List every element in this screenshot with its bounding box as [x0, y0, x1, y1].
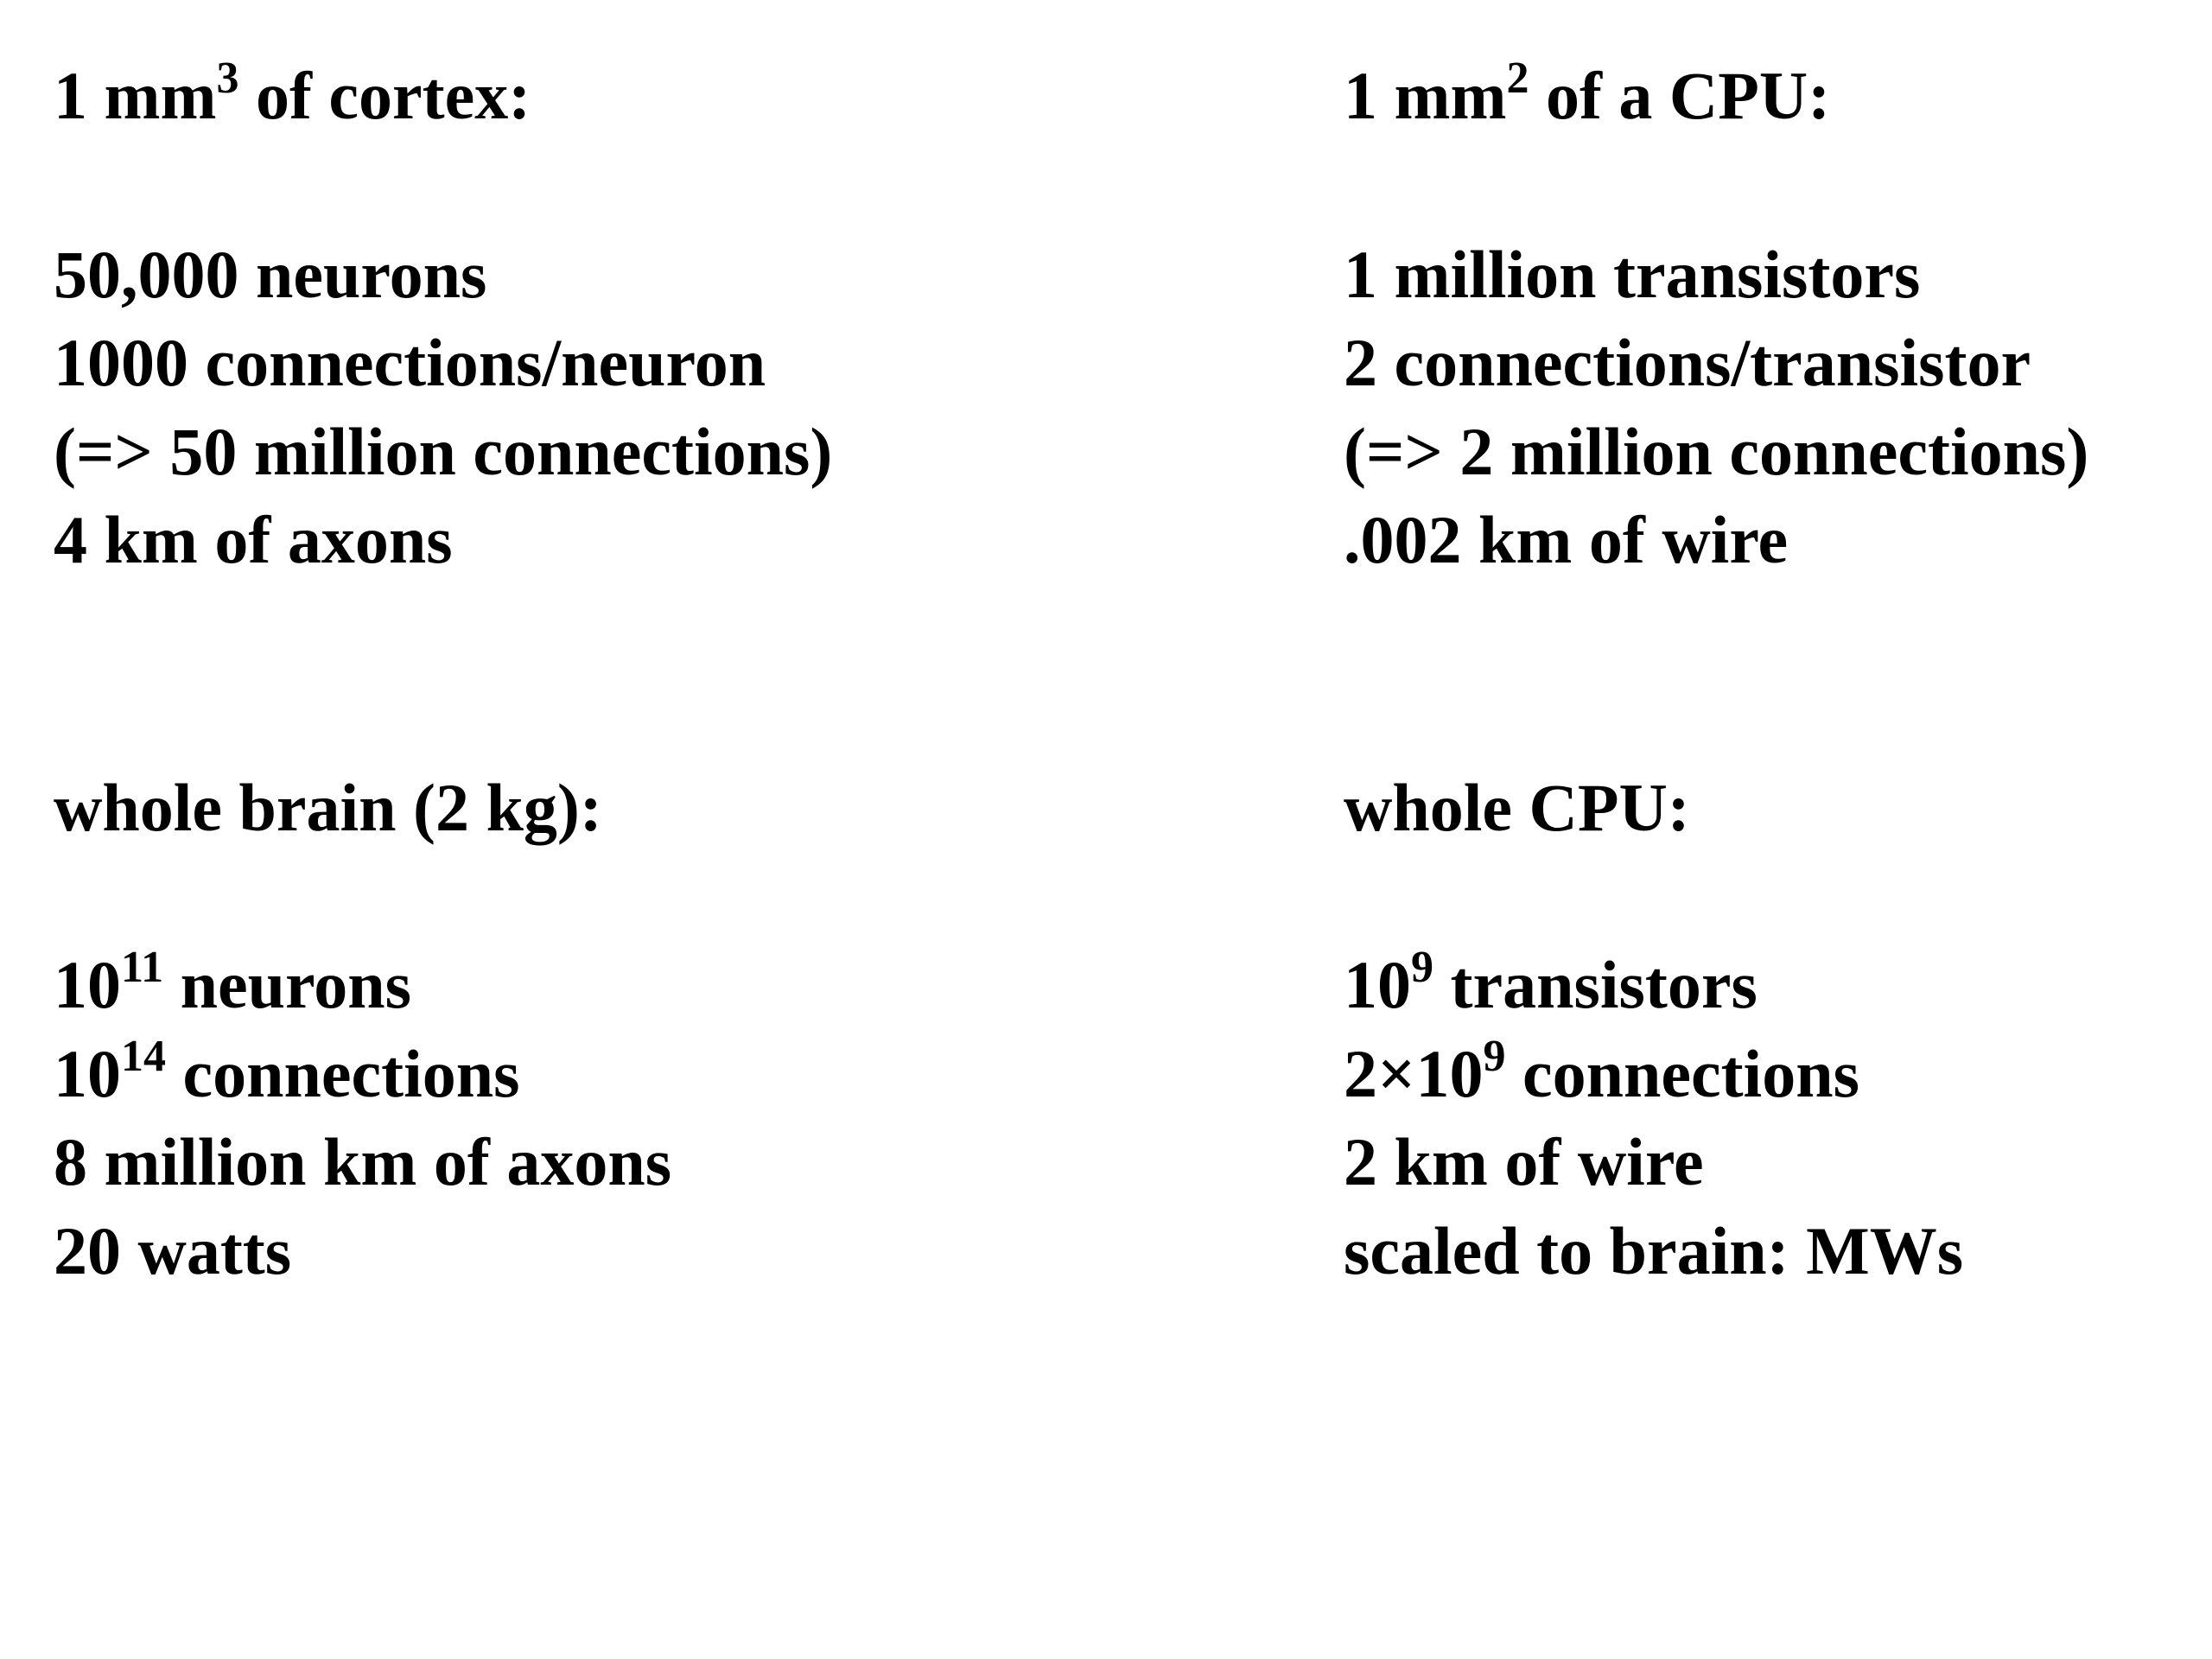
cpu-total-connections: (=> 2 million connections): [1344, 414, 2089, 489]
brain-power: 20 watts: [54, 1213, 292, 1288]
brain-heading: whole brain (2 kg):: [54, 770, 602, 845]
cpu-connections-per-transistor: 2 connections/transistor: [1344, 325, 2031, 400]
whole-cpu-transistors: $10^9$ transistors: [1344, 943, 1758, 1022]
cortex-neurons: 50,000 neurons: [54, 237, 487, 312]
whole-cpu-connections: $2\times 10^9$ connections: [1344, 1032, 1859, 1111]
brain-neurons: $10^{11}$ neurons: [54, 943, 411, 1022]
whole-cpu-heading: whole CPU:: [1344, 770, 1690, 845]
brain-axon-length: 8 million km of axons: [54, 1124, 672, 1199]
cpu-heading: 1 $mm^2$ of a CPU:: [1344, 54, 1831, 133]
cortex-connections-per-neuron: 1000 connections/neuron: [54, 325, 766, 400]
whole-cpu-scaled-power: scaled to brain: MWs: [1344, 1213, 1964, 1288]
cortex-axon-length: 4 km of axons: [54, 502, 453, 577]
cortex-total-connections: (=> 50 million connections): [54, 414, 833, 489]
cortex-heading: 1 $mm^3$ of cortex:: [54, 54, 531, 133]
cpu-wire-length: .002 km of wire: [1344, 502, 1789, 577]
cpu-transistors: 1 million transistors: [1344, 237, 1921, 312]
whole-cpu-wire-length: 2 km of wire: [1344, 1124, 1704, 1199]
brain-connections: $10^{14}$ connections: [54, 1032, 520, 1111]
